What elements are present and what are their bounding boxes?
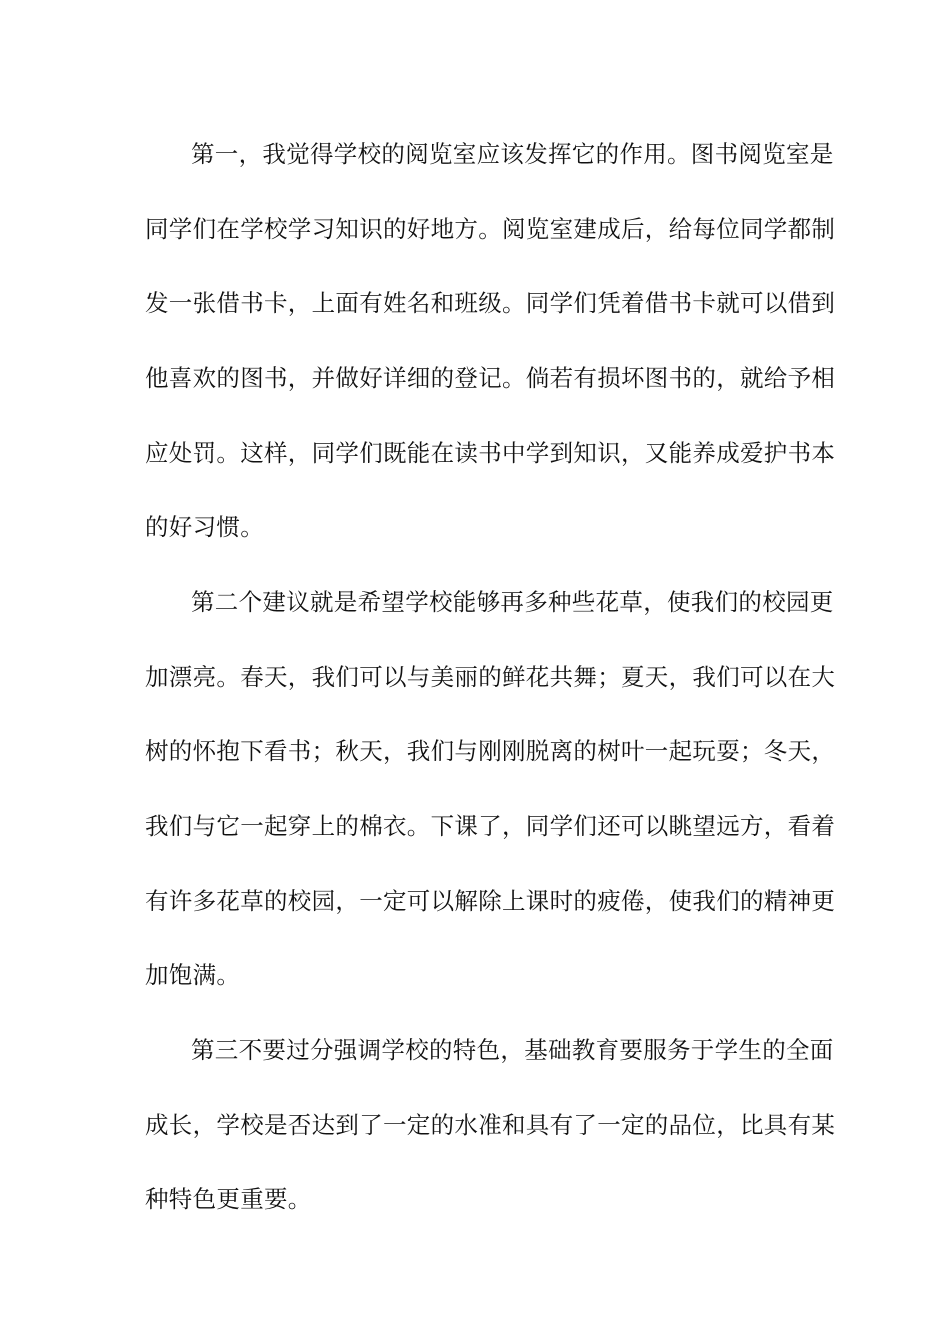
text-line: 发一张借书卡，上面有姓名和班级。同学们凭着借书卡就可以借到 xyxy=(145,289,836,318)
paragraph-school-features xyxy=(145,1035,836,1259)
text-line: 第三不要过分强调学校的特色，基础教育要服务于学生的全面 xyxy=(191,1036,834,1064)
text-line: 加漂亮。春天，我们可以与美丽的鲜花共舞；夏天，我们可以在大 xyxy=(145,662,836,691)
text-line: 他喜欢的图书，并做好详细的登记。倘若有损坏图书的，就给予相 xyxy=(145,364,836,393)
text-line: 有许多花草的校园，一定可以解除上课时的疲倦，使我们的精神更 xyxy=(145,886,836,915)
text-line: 的好习惯。 xyxy=(145,513,264,542)
text-line: 应处罚。这样，同学们既能在读书中学到知识，又能养成爱护书本 xyxy=(145,438,836,467)
paragraph-reading-room xyxy=(145,139,836,587)
paragraph-plants xyxy=(145,587,836,1035)
text-line: 第一，我觉得学校的阅览室应该发挥它的作用。图书阅览室是 xyxy=(191,140,834,168)
text-line: 我们与它一起穿上的棉衣。下课了，同学们还可以眺望远方，看着 xyxy=(145,812,836,841)
text-line: 成长，学校是否达到了一定的水准和具有了一定的品位，比具有某 xyxy=(145,1110,836,1139)
text-line: 同学们在学校学习知识的好地方。阅览室建成后，给每位同学都制 xyxy=(145,214,836,243)
text-line: 加饱满。 xyxy=(145,961,241,990)
text-line: 树的怀抱下看书；秋天，我们与刚刚脱离的树叶一起玩耍；冬天， xyxy=(145,737,836,766)
text-line: 种特色更重要。 xyxy=(145,1185,312,1214)
text-line: 第二个建议就是希望学校能够再多种些花草，使我们的校园更 xyxy=(191,588,834,616)
